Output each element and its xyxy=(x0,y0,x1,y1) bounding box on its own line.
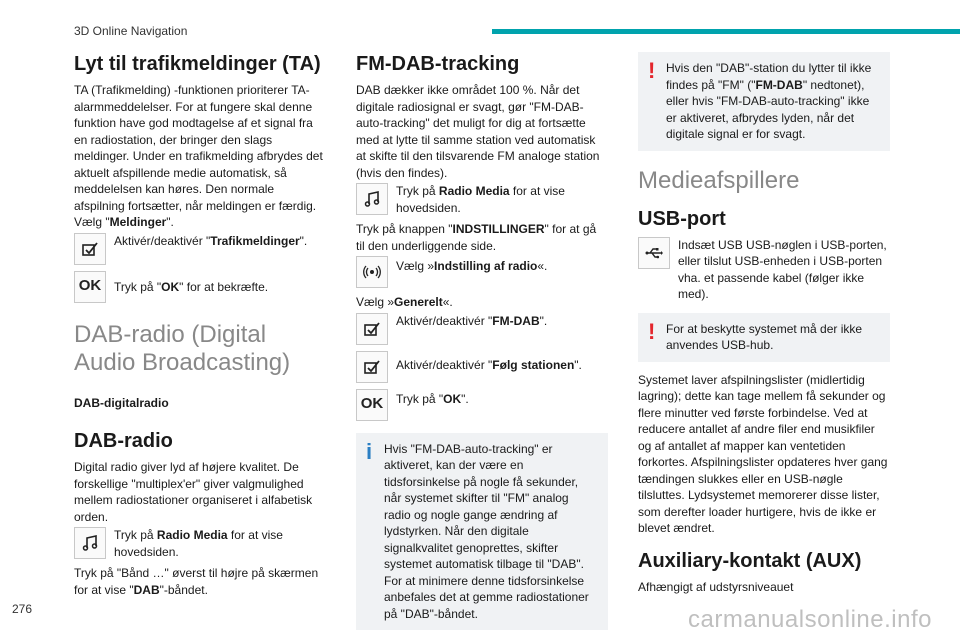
warning-note-usb-hub: ! For at beskytte systemet må der ikke anvendes USB-hub. xyxy=(638,313,890,362)
radio-settings-icon xyxy=(356,256,388,288)
section-heading-fm-dab: FM-DAB-tracking xyxy=(356,53,520,75)
follow-station-step-toggle: Aktivér/deaktivér "Følg stationen". xyxy=(356,351,608,385)
fm-dab-step-radio-media: Tryk på Radio Media for at vise hovedsiden. xyxy=(356,183,608,217)
ok-icon: OK xyxy=(356,389,388,421)
warning-icon: ! xyxy=(648,318,656,344)
column-middle xyxy=(356,52,608,640)
fm-dab-step-toggle: Aktivér/deaktivér "FM-DAB". xyxy=(356,313,608,347)
fm-dab-step-radio-settings: Vælg »Indstilling af radio«. xyxy=(356,256,608,290)
dab-step-radio-media: Tryk på Radio Media for at vise hovedsiden. xyxy=(74,527,326,561)
dab-band-instruction: Tryk på "Bånd …" øverst til højre på skærmen for at vise "DAB"-båndet. xyxy=(74,566,319,597)
settings-instruction: Tryk på knappen "INDSTILLINGER" for at gå til den underliggende side. xyxy=(356,222,597,253)
usb-icon xyxy=(638,237,670,269)
checkbox-toggle-icon xyxy=(356,351,388,383)
ta-select-line: Vælg "Meldinger". xyxy=(74,215,174,229)
watermark: carmanualsonline.info xyxy=(688,606,932,633)
section-heading-ta: Lyt til trafikmeldinger (TA) xyxy=(74,53,321,75)
section-heading-aux: Auxiliary-kontakt (AUX) xyxy=(638,549,862,572)
ok-icon: OK xyxy=(74,271,106,303)
usb-step: Indsæt USB USB-nøglen i USB-porten, eller tilslut USB-enheden i USB-porten vha. et passende kabel (følger ikke med). xyxy=(638,237,890,303)
general-instruction: Vælg »Generelt«. xyxy=(356,295,453,309)
checkbox-toggle-icon xyxy=(74,233,106,265)
music-note-icon xyxy=(356,183,388,215)
dab-subheading: DAB-digitalradio xyxy=(74,395,169,410)
ta-description: TA (Trafikmelding) -funktionen prioriterer TA-alarmmeddelelser. For at fungere skal denne funktion have god modtagelse af et signal fra en radiostation, der bringer den slags meldinger. Under en trafikmelding afbrydes det aktuelt afspillende medie automatisk, så meddelelsen kan høres. Den normale afspilning fortsætter, når meldingen er færdig. xyxy=(74,83,323,213)
page-number: 276 xyxy=(12,602,33,616)
fm-dab-step-ok: OK Tryk på "OK". xyxy=(356,389,608,423)
section-heading-dab-radio: DAB-radio xyxy=(74,430,173,452)
fm-dab-description: DAB dækker ikke området 100 %. Når det digitale radiosignal er svagt, gør "FM-DAB-auto-tracking" det muligt for dig at fortsætte med at lytte til samme station ved automatisk at skifte til den tilsvarende FM analoge station (hvis den findes). xyxy=(356,83,600,180)
info-icon: i xyxy=(366,438,373,464)
aux-description: Afhængigt af udstyrsniveauet xyxy=(638,579,794,594)
dab-radio-description: Digital radio giver lyd af højere kvalitet. De forskellige "multiplex'er" giver valgmulighed mellem radiostationer organiseret i alfabetisk orden. xyxy=(74,460,313,524)
usb-description: Systemet laver afspilningslister (midlertidig lagring); dette kan tage mellem få sekunder og flere minutter ved første forbindelse. Ved at reducere antallet af andre filer end musikfiler og af antallet af mapper kan ventetiden forkortes. Afspilningslister opdateres hver gang tændingen slukkes eller en USB-nøgle tilsluttes. Lydsystemet memorerer disse lister, som derefter loader hurtigere, hvis de ikke er blevet ændret. xyxy=(638,372,888,535)
section-heading-media: Medieafspillere xyxy=(638,166,800,194)
warning-icon: ! xyxy=(648,58,656,83)
warning-note-fm-dab: ! Hvis den "DAB"-station du lytter til ikke findes på "FM" ("FM-DAB" nedtonet), eller hvis "FM-DAB-auto-tracking" ikke er aktiveret, afbrydes lyden, når det digitale signal er for svagt. xyxy=(638,52,890,151)
running-header: 3D Online Navigation xyxy=(74,24,188,38)
music-note-icon xyxy=(74,527,106,559)
info-note: i Hvis "FM-DAB-auto-tracking" er aktiveret, kan der være en tidsforsinkelse på nogle få sekunder, når systemet skifter til "FM" analog radio og nogle gange ændring af lydstyrken. Når den digitale signalkvalitet genoprettes, skifter systemet automatisk tilbage til "DAB". For at minimere denne tidsforsinkelse anbefales det at gemme radiostationer på "DAB"-båndet. xyxy=(356,433,608,631)
column-left xyxy=(74,52,326,598)
section-heading-dab: DAB-radio (Digital Audio Broadcasting) xyxy=(74,320,291,376)
checkbox-toggle-icon xyxy=(356,313,388,345)
ta-step-ok: OK Tryk på "OK" for at bekræfte. xyxy=(74,271,326,305)
section-heading-usb: USB-port xyxy=(638,207,726,230)
ta-step-toggle: Aktivér/deaktivér "Trafikmeldinger". xyxy=(74,233,326,267)
header-accent-bar xyxy=(492,29,960,34)
column-right xyxy=(638,52,890,595)
